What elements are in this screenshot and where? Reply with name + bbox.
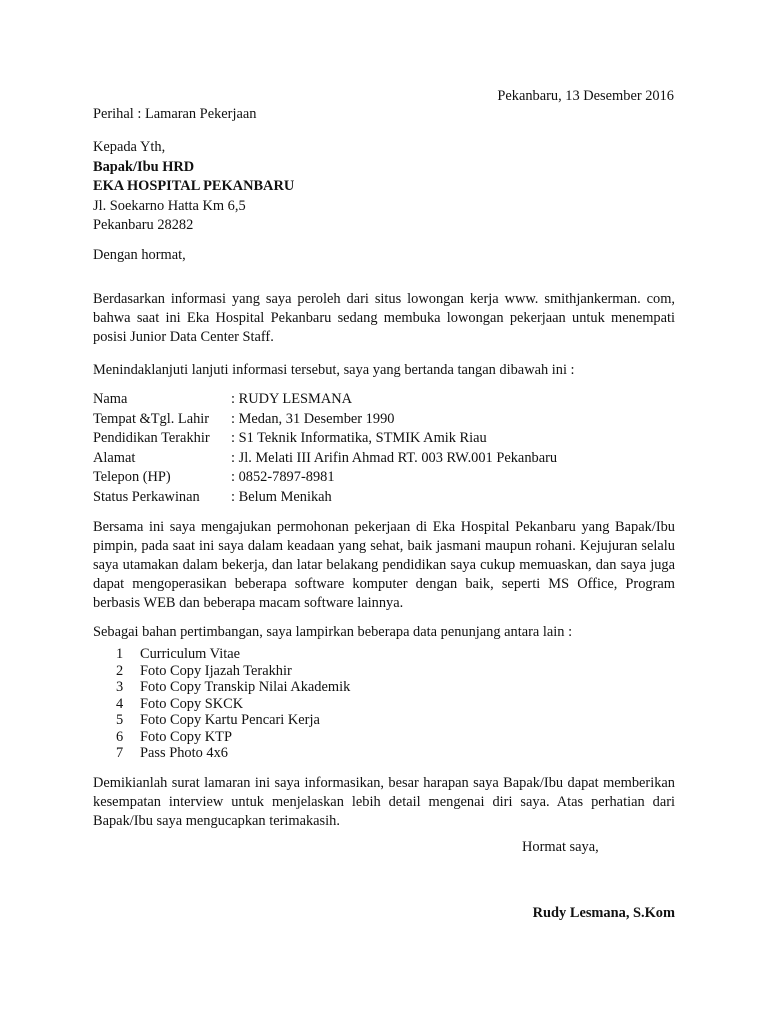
detail-value: : Medan, 31 Desember 1990 (231, 410, 395, 427)
detail-label: Alamat (93, 449, 136, 466)
list-number: 1 (116, 646, 124, 662)
list-item (116, 729, 350, 746)
list-item (116, 646, 350, 663)
detail-row (93, 488, 557, 508)
detail-value: : S1 Teknik Informatika, STMIK Amik Riau (231, 430, 487, 446)
list-number: 7 (116, 745, 124, 761)
detail-label: Tempat &Tgl. Lahir (93, 410, 210, 427)
list-text: Curriculum Vitae (140, 646, 240, 662)
list-item (116, 679, 350, 696)
paragraph-closing: Demikianlah surat lamaran ini saya informasikan, besar harapan saya Bapak/Ibu dapat memberikan kesempatan interview untuk menjelaskan lebih detail mengenai diri saya. Atas perhatian dari Bapak/Ibu saya mengucapkan terimakasih. (93, 775, 675, 829)
paragraph-intro: Berdasarkan informasi yang saya peroleh dari situs lowongan kerja www. smithjankerman. com, bahwa saat ini Eka Hospital Pekanbaru sedang membuka lowongan pekerjaan untuk menempati posisi Junior Data Center Staff. (93, 291, 675, 345)
detail-label: Status Perkawinan (93, 488, 200, 505)
detail-value: : Jl. Melati III Arifin Ahmad RT. 003 RW.001 Pekanbaru (231, 449, 558, 466)
list-text: Foto Copy Transkip Nilai Akademik (140, 679, 351, 695)
paragraph-attachments-intro: Sebagai bahan pertimbangan, saya lampirkan beberapa data penunjang antara lain : (93, 624, 573, 640)
list-item (116, 696, 350, 713)
detail-value: : Belum Menikah (231, 488, 332, 505)
list-text: Foto Copy SKCK (140, 695, 244, 712)
recipient-title: Bapak/Ibu HRD (93, 158, 195, 175)
attachment-list (116, 646, 350, 762)
detail-row (93, 449, 557, 469)
signature-name: Rudy Lesmana, S.Kom (532, 905, 675, 921)
detail-value: : 0852-7897-8981 (231, 469, 335, 485)
list-number: 3 (116, 679, 124, 695)
letter-subject: Perihal : Lamaran Pekerjaan (93, 106, 257, 122)
list-text: Foto Copy Kartu Pencari Kerja (140, 712, 320, 728)
detail-row (93, 468, 557, 488)
detail-row (93, 390, 557, 410)
detail-label: Telepon (HP) (93, 469, 171, 485)
detail-value: : RUDY LESMANA (231, 391, 352, 407)
list-number: 2 (116, 662, 124, 679)
recipient-block (93, 138, 294, 236)
letter-date: Pekanbaru, 13 Desember 2016 (497, 88, 674, 104)
salutation: Dengan hormat, (93, 247, 186, 263)
detail-label: Nama (93, 391, 128, 407)
list-number: 4 (116, 695, 124, 712)
list-text: Foto Copy KTP (140, 728, 232, 745)
detail-row (93, 410, 557, 430)
closing-phrase: Hormat saya, (522, 839, 599, 855)
recipient-company: EKA HOSPITAL PEKANBARU (93, 178, 295, 195)
list-text: Foto Copy Ijazah Terakhir (140, 662, 292, 679)
applicant-details (93, 390, 557, 507)
detail-label: Pendidikan Terakhir (93, 430, 210, 446)
paragraph-followup: Menindaklanjuti lanjuti informasi tersebut, saya yang bertanda tangan dibawah ini : (93, 362, 575, 378)
list-text: Pass Photo 4x6 (140, 745, 228, 761)
detail-row (93, 429, 557, 449)
list-item (116, 712, 350, 729)
recipient-street: Jl. Soekarno Hatta Km 6,5 (93, 197, 246, 214)
list-item (116, 745, 350, 762)
paragraph-application: Bersama ini saya mengajukan permohonan pekerjaan di Eka Hospital Pekanbaru yang Bapak/Ibu pimpin, pada saat ini saya dalam keadaan yang sehat, baik jasmani maupun rohani. Kejujuran selalu saya utamakan dalam bekerja, dan latar belakang pendidikan saya cukup memuaskan, dan saya juga dapat mengoperasikan beberapa software komputer dengan baik, seperti MS Office, Program berbasis WEB dan beberapa macam software lainnya. (93, 519, 675, 611)
recipient-city: Pekanbaru 28282 (93, 217, 194, 234)
list-number: 5 (116, 712, 124, 728)
list-item (116, 663, 350, 680)
recipient-to: Kepada Yth, (93, 139, 166, 155)
list-number: 6 (116, 728, 124, 745)
